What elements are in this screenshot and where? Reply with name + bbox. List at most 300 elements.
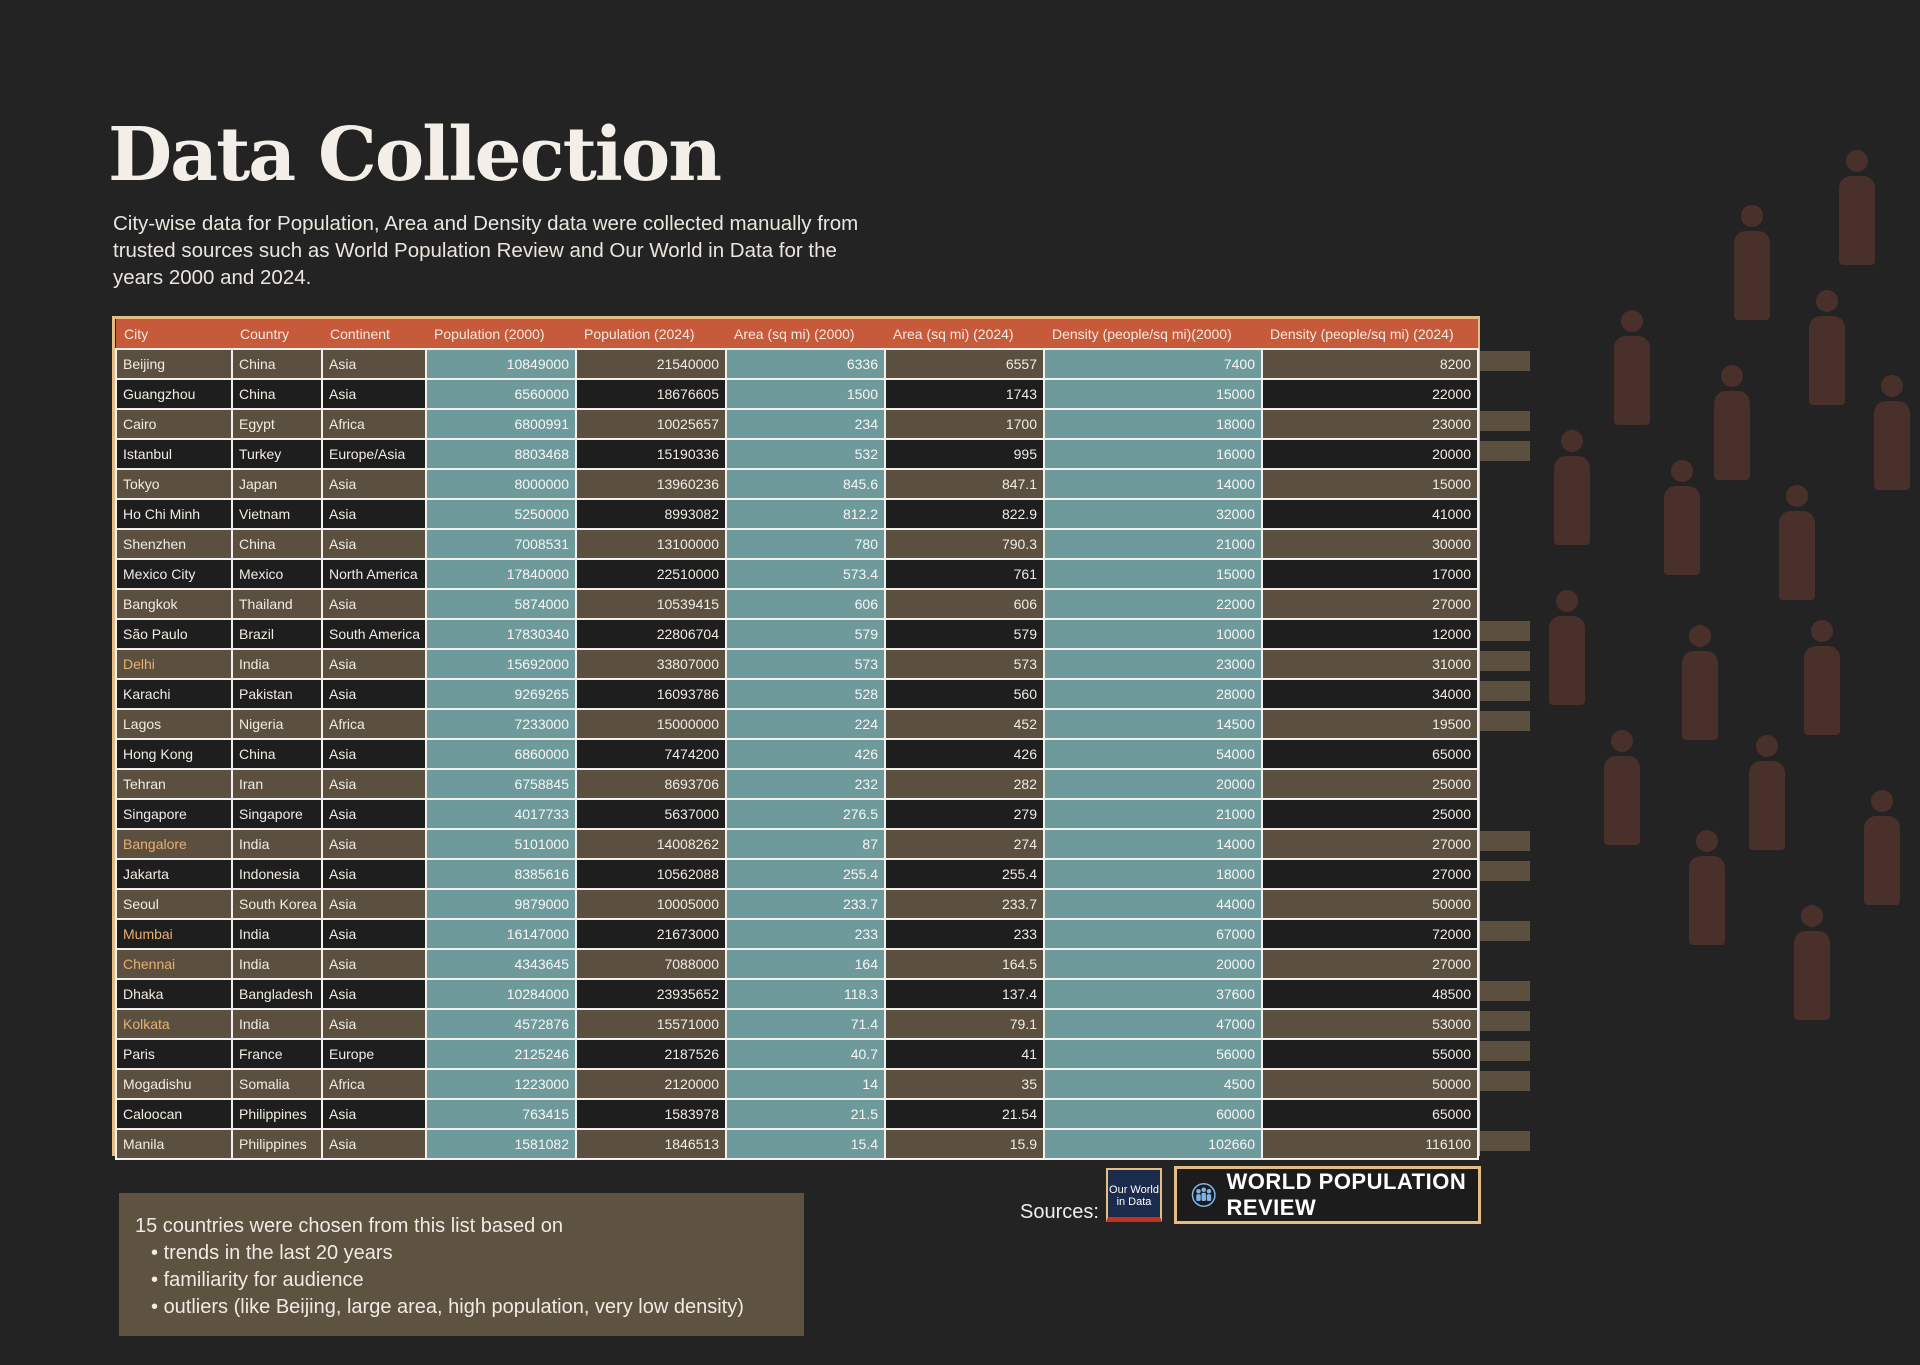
table-cell: 23935652: [576, 979, 726, 1009]
table-cell: 18000: [1044, 409, 1262, 439]
table-row: [116, 649, 1478, 679]
table-cell: 606: [726, 589, 885, 619]
table-cell: 20000: [1262, 439, 1478, 469]
table-cell: Cairo: [116, 409, 232, 439]
person-icon: [1685, 830, 1729, 945]
row-stripe: [1480, 1071, 1530, 1091]
table-cell: 37600: [1044, 979, 1262, 1009]
table-cell: 87: [726, 829, 885, 859]
table-cell: 23000: [1262, 409, 1478, 439]
table-cell: 16093786: [576, 679, 726, 709]
table-cell: 7088000: [576, 949, 726, 979]
row-stripe: [1480, 711, 1530, 731]
table-cell: 9269265: [426, 679, 576, 709]
table-row: [116, 889, 1478, 919]
table-cell: 233: [885, 919, 1044, 949]
column-header: Population (2000): [426, 319, 576, 349]
table-cell: 274: [885, 829, 1044, 859]
table-cell: 40.7: [726, 1039, 885, 1069]
table-cell: Paris: [116, 1039, 232, 1069]
table-cell: 18676605: [576, 379, 726, 409]
table-cell: 1581082: [426, 1129, 576, 1159]
table-cell: 14500: [1044, 709, 1262, 739]
person-icon: [1545, 590, 1589, 705]
table-cell: 79.1: [885, 1009, 1044, 1039]
table-cell: 21.5: [726, 1099, 885, 1129]
table-cell: 19500: [1262, 709, 1478, 739]
table-cell: 56000: [1044, 1039, 1262, 1069]
table-cell: 32000: [1044, 499, 1262, 529]
table-cell: Europe: [322, 1039, 426, 1069]
table-cell: 528: [726, 679, 885, 709]
table-cell: India: [232, 829, 322, 859]
table-cell: 560: [885, 679, 1044, 709]
table-cell: France: [232, 1039, 322, 1069]
table-cell: Asia: [322, 589, 426, 619]
table-cell: Asia: [322, 379, 426, 409]
table-cell: 15.4: [726, 1129, 885, 1159]
table-cell: 7233000: [426, 709, 576, 739]
person-icon: [1660, 460, 1704, 575]
table-cell: Istanbul: [116, 439, 232, 469]
table-cell: 10284000: [426, 979, 576, 1009]
page-title: Data Collection: [108, 112, 721, 198]
owid-logo-text: Our World in Data: [1109, 1184, 1159, 1208]
table-cell: China: [232, 379, 322, 409]
table-cell: South Korea: [232, 889, 322, 919]
table-cell: São Paulo: [116, 619, 232, 649]
table-cell: 579: [885, 619, 1044, 649]
table-cell: Vietnam: [232, 499, 322, 529]
table-cell: 234: [726, 409, 885, 439]
table-row: [116, 1129, 1478, 1159]
table-cell: 5250000: [426, 499, 576, 529]
table-cell: Europe/Asia: [322, 439, 426, 469]
table-cell: 282: [885, 769, 1044, 799]
list-item: • trends in the last 20 years: [151, 1240, 788, 1267]
table-cell: 8993082: [576, 499, 726, 529]
row-stripe: [1480, 621, 1530, 641]
table-cell: 31000: [1262, 649, 1478, 679]
table-cell: India: [232, 949, 322, 979]
table-cell: South America: [322, 619, 426, 649]
table-cell: 7400: [1044, 349, 1262, 379]
table-cell: 5101000: [426, 829, 576, 859]
table-cell: 4017733: [426, 799, 576, 829]
table-row: [116, 379, 1478, 409]
table-cell: Asia: [322, 889, 426, 919]
column-header: Density (people/sq mi)(2000): [1044, 319, 1262, 349]
column-header: Density (people/sq mi) (2024): [1262, 319, 1478, 349]
table-cell: 72000: [1262, 919, 1478, 949]
table-cell: 15692000: [426, 649, 576, 679]
table-cell: Japan: [232, 469, 322, 499]
table-cell: 8385616: [426, 859, 576, 889]
row-stripe: [1480, 861, 1530, 881]
table-cell: 55000: [1262, 1039, 1478, 1069]
row-stripe: [1480, 1131, 1530, 1151]
table-row: [116, 919, 1478, 949]
table-cell: 22806704: [576, 619, 726, 649]
table-cell: 2187526: [576, 1039, 726, 1069]
table-cell: 118.3: [726, 979, 885, 1009]
table-cell: 15000: [1044, 559, 1262, 589]
table-cell: 102660: [1044, 1129, 1262, 1159]
table-cell: 276.5: [726, 799, 885, 829]
table-cell: 21673000: [576, 919, 726, 949]
table-cell: Shenzhen: [116, 529, 232, 559]
row-stripe: [1480, 921, 1530, 941]
table-cell: Bangladesh: [232, 979, 322, 1009]
table-cell: 1500: [726, 379, 885, 409]
table-cell: 6560000: [426, 379, 576, 409]
table-cell: 35: [885, 1069, 1044, 1099]
table-cell: 573: [726, 649, 885, 679]
table-row: [116, 409, 1478, 439]
table-cell: 1846513: [576, 1129, 726, 1159]
table-cell: 10849000: [426, 349, 576, 379]
table-cell: 21000: [1044, 799, 1262, 829]
table-row: [116, 709, 1478, 739]
person-icon: [1678, 625, 1722, 740]
table-cell: 995: [885, 439, 1044, 469]
table-row: [116, 1039, 1478, 1069]
table-cell: 532: [726, 439, 885, 469]
table-cell: 233.7: [726, 889, 885, 919]
column-header: City: [116, 319, 232, 349]
table-cell: 65000: [1262, 1099, 1478, 1129]
person-icon: [1745, 735, 1789, 850]
table-cell: 71.4: [726, 1009, 885, 1039]
table-cell: 41000: [1262, 499, 1478, 529]
table-cell: 21540000: [576, 349, 726, 379]
table-cell: 54000: [1044, 739, 1262, 769]
table-cell: 65000: [1262, 739, 1478, 769]
table-cell: 1223000: [426, 1069, 576, 1099]
table-cell: Iran: [232, 769, 322, 799]
table-cell: 13100000: [576, 529, 726, 559]
table-cell: 233.7: [885, 889, 1044, 919]
table-cell: 2120000: [576, 1069, 726, 1099]
table-cell: North America: [322, 559, 426, 589]
table-cell: 21.54: [885, 1099, 1044, 1129]
table-cell: Mexico City: [116, 559, 232, 589]
table-cell: Asia: [322, 979, 426, 1009]
table-cell: 137.4: [885, 979, 1044, 1009]
column-header: Population (2024): [576, 319, 726, 349]
table-cell: 6336: [726, 349, 885, 379]
table-cell: China: [232, 529, 322, 559]
row-stripe: [1480, 1041, 1530, 1061]
table-cell: 9879000: [426, 889, 576, 919]
person-icon: [1870, 375, 1914, 490]
table-cell: 16147000: [426, 919, 576, 949]
list-item: • familiarity for audience: [151, 1267, 788, 1294]
table-cell: Africa: [322, 709, 426, 739]
table-cell: 7474200: [576, 739, 726, 769]
person-icon: [1610, 310, 1654, 425]
table-cell: 30000: [1262, 529, 1478, 559]
table-cell: 4343645: [426, 949, 576, 979]
table-cell: Asia: [322, 469, 426, 499]
table-header-row: [116, 319, 1478, 349]
table-cell: 44000: [1044, 889, 1262, 919]
table-cell: 7008531: [426, 529, 576, 559]
notes-list: [135, 1240, 788, 1321]
table-cell: 1700: [885, 409, 1044, 439]
table-cell: 48500: [1262, 979, 1478, 1009]
column-header: Continent: [322, 319, 426, 349]
table-cell: 18000: [1044, 859, 1262, 889]
table-cell: Indonesia: [232, 859, 322, 889]
table-cell: 573.4: [726, 559, 885, 589]
table-cell: 426: [726, 739, 885, 769]
table-cell: Beijing: [116, 349, 232, 379]
row-stripe: [1480, 681, 1530, 701]
table-cell: Turkey: [232, 439, 322, 469]
table-cell: 224: [726, 709, 885, 739]
row-stripe: [1480, 411, 1530, 431]
table-cell: 27000: [1262, 859, 1478, 889]
table-row: [116, 1099, 1478, 1129]
table-cell: 25000: [1262, 799, 1478, 829]
table-cell: 606: [885, 589, 1044, 619]
table-cell: Dhaka: [116, 979, 232, 1009]
column-header: Area (sq mi) (2024): [885, 319, 1044, 349]
table-row: [116, 349, 1478, 379]
table-cell: Nigeria: [232, 709, 322, 739]
table-cell: Africa: [322, 409, 426, 439]
table-cell: 232: [726, 769, 885, 799]
table-cell: 16000: [1044, 439, 1262, 469]
table-row: [116, 499, 1478, 529]
table-row: [116, 529, 1478, 559]
column-header: Country: [232, 319, 322, 349]
table-cell: 8803468: [426, 439, 576, 469]
table-row: [116, 799, 1478, 829]
table-cell: 10562088: [576, 859, 726, 889]
notes-lead: 15 countries were chosen from this list based on: [135, 1215, 563, 1237]
table-cell: 116100: [1262, 1129, 1478, 1159]
person-icon: [1860, 790, 1904, 905]
table-cell: Somalia: [232, 1069, 322, 1099]
person-icon: [1730, 205, 1774, 320]
row-stripe: [1480, 981, 1530, 1001]
table-cell: Asia: [322, 769, 426, 799]
sources-label: Sources:: [1020, 1201, 1099, 1223]
city-data-table: [112, 316, 1480, 1156]
table-cell: Bangalore: [116, 829, 232, 859]
table-row: [116, 859, 1478, 889]
table-cell: Asia: [322, 529, 426, 559]
table-row: [116, 769, 1478, 799]
table-cell: 8200: [1262, 349, 1478, 379]
table-cell: Asia: [322, 349, 426, 379]
person-icon: [1790, 905, 1834, 1020]
table-cell: 255.4: [885, 859, 1044, 889]
table-cell: 4500: [1044, 1069, 1262, 1099]
table-cell: 25000: [1262, 769, 1478, 799]
table-cell: 1743: [885, 379, 1044, 409]
table-cell: 5874000: [426, 589, 576, 619]
table-cell: 14000: [1044, 829, 1262, 859]
table-row: [116, 679, 1478, 709]
table-cell: 50000: [1262, 889, 1478, 919]
row-stripe: [1480, 1011, 1530, 1031]
table-cell: China: [232, 349, 322, 379]
table-cell: India: [232, 649, 322, 679]
people-decoration: [1530, 140, 1920, 1040]
table-cell: 812.2: [726, 499, 885, 529]
table-cell: 845.6: [726, 469, 885, 499]
table-cell: 14000: [1044, 469, 1262, 499]
person-icon: [1835, 150, 1879, 265]
table-cell: Mexico: [232, 559, 322, 589]
table-cell: 10539415: [576, 589, 726, 619]
table-cell: Lagos: [116, 709, 232, 739]
table-cell: Philippines: [232, 1129, 322, 1159]
table-cell: Guangzhou: [116, 379, 232, 409]
table-cell: Asia: [322, 499, 426, 529]
table-cell: Asia: [322, 829, 426, 859]
table-cell: Tokyo: [116, 469, 232, 499]
table-cell: 6557: [885, 349, 1044, 379]
table-cell: 8000000: [426, 469, 576, 499]
table-cell: Asia: [322, 1129, 426, 1159]
person-icon: [1800, 620, 1844, 735]
table-cell: 579: [726, 619, 885, 649]
table-cell: 164: [726, 949, 885, 979]
table-cell: 573: [885, 649, 1044, 679]
table-cell: 15000: [1044, 379, 1262, 409]
table-cell: 8693706: [576, 769, 726, 799]
table-cell: Asia: [322, 1099, 426, 1129]
table-cell: Pakistan: [232, 679, 322, 709]
table-cell: Asia: [322, 949, 426, 979]
table-cell: 41: [885, 1039, 1044, 1069]
table-cell: 10025657: [576, 409, 726, 439]
table-cell: 23000: [1044, 649, 1262, 679]
table-cell: Asia: [322, 649, 426, 679]
table-cell: 27000: [1262, 589, 1478, 619]
table-row: [116, 589, 1478, 619]
person-icon: [1600, 730, 1644, 845]
table-cell: 21000: [1044, 529, 1262, 559]
table-cell: 53000: [1262, 1009, 1478, 1039]
table-cell: Delhi: [116, 649, 232, 679]
table-cell: 14008262: [576, 829, 726, 859]
table-cell: Seoul: [116, 889, 232, 919]
table-cell: 1583978: [576, 1099, 726, 1129]
table-cell: 34000: [1262, 679, 1478, 709]
table-cell: Ho Chi Minh: [116, 499, 232, 529]
table-cell: 22000: [1044, 589, 1262, 619]
table-cell: Caloocan: [116, 1099, 232, 1129]
table-cell: Asia: [322, 679, 426, 709]
table-cell: 22510000: [576, 559, 726, 589]
wpr-logo[interactable]: [1174, 1166, 1481, 1224]
table-cell: 28000: [1044, 679, 1262, 709]
table-cell: 50000: [1262, 1069, 1478, 1099]
person-icon: [1710, 365, 1754, 480]
table-cell: Chennai: [116, 949, 232, 979]
table-cell: 6758845: [426, 769, 576, 799]
table-cell: 47000: [1044, 1009, 1262, 1039]
table-cell: Tehran: [116, 769, 232, 799]
table-row: [116, 469, 1478, 499]
table-cell: 2125246: [426, 1039, 576, 1069]
column-header: Area (sq mi) (2000): [726, 319, 885, 349]
list-item: • outliers (like Beijing, large area, high population, very low density): [151, 1294, 788, 1321]
table-cell: 17840000: [426, 559, 576, 589]
people-group-icon: [1191, 1178, 1216, 1212]
table-cell: 4572876: [426, 1009, 576, 1039]
table-cell: 164.5: [885, 949, 1044, 979]
table-cell: 14: [726, 1069, 885, 1099]
table-cell: Thailand: [232, 589, 322, 619]
table-cell: India: [232, 1009, 322, 1039]
table-cell: 20000: [1044, 949, 1262, 979]
table-cell: Manila: [116, 1129, 232, 1159]
table-cell: 6860000: [426, 739, 576, 769]
table-row: [116, 949, 1478, 979]
table-cell: 233: [726, 919, 885, 949]
table-cell: Singapore: [232, 799, 322, 829]
table-cell: 763415: [426, 1099, 576, 1129]
table-cell: Brazil: [232, 619, 322, 649]
table-cell: 17000: [1262, 559, 1478, 589]
person-icon: [1805, 290, 1849, 405]
table-cell: Asia: [322, 799, 426, 829]
table-cell: 790.3: [885, 529, 1044, 559]
table-cell: 452: [885, 709, 1044, 739]
table-cell: 20000: [1044, 769, 1262, 799]
wpr-logo-text: WORLD POPULATION REVIEW: [1226, 1169, 1467, 1220]
table-cell: Kolkata: [116, 1009, 232, 1039]
table-cell: 33807000: [576, 649, 726, 679]
table-cell: India: [232, 919, 322, 949]
table-cell: 15000: [1262, 469, 1478, 499]
table-cell: Philippines: [232, 1099, 322, 1129]
table-cell: Egypt: [232, 409, 322, 439]
table-cell: 27000: [1262, 829, 1478, 859]
owid-logo[interactable]: [1106, 1168, 1162, 1222]
table-cell: 847.1: [885, 469, 1044, 499]
table-cell: Mogadishu: [116, 1069, 232, 1099]
row-stripe: [1480, 351, 1530, 371]
table-cell: Asia: [322, 919, 426, 949]
row-stripe: [1480, 441, 1530, 461]
table-row: [116, 739, 1478, 769]
table-cell: Jakarta: [116, 859, 232, 889]
table-cell: 5637000: [576, 799, 726, 829]
table-cell: Asia: [322, 859, 426, 889]
table-cell: 27000: [1262, 949, 1478, 979]
notes-box: [119, 1193, 804, 1336]
table-cell: 10005000: [576, 889, 726, 919]
table-cell: Singapore: [116, 799, 232, 829]
table-cell: 761: [885, 559, 1044, 589]
table-cell: 780: [726, 529, 885, 559]
table-cell: 22000: [1262, 379, 1478, 409]
table-cell: 6800991: [426, 409, 576, 439]
table-cell: China: [232, 739, 322, 769]
table-cell: Hong Kong: [116, 739, 232, 769]
table-cell: 426: [885, 739, 1044, 769]
table-row: [116, 1069, 1478, 1099]
row-stripe: [1480, 831, 1530, 851]
table-cell: Africa: [322, 1069, 426, 1099]
